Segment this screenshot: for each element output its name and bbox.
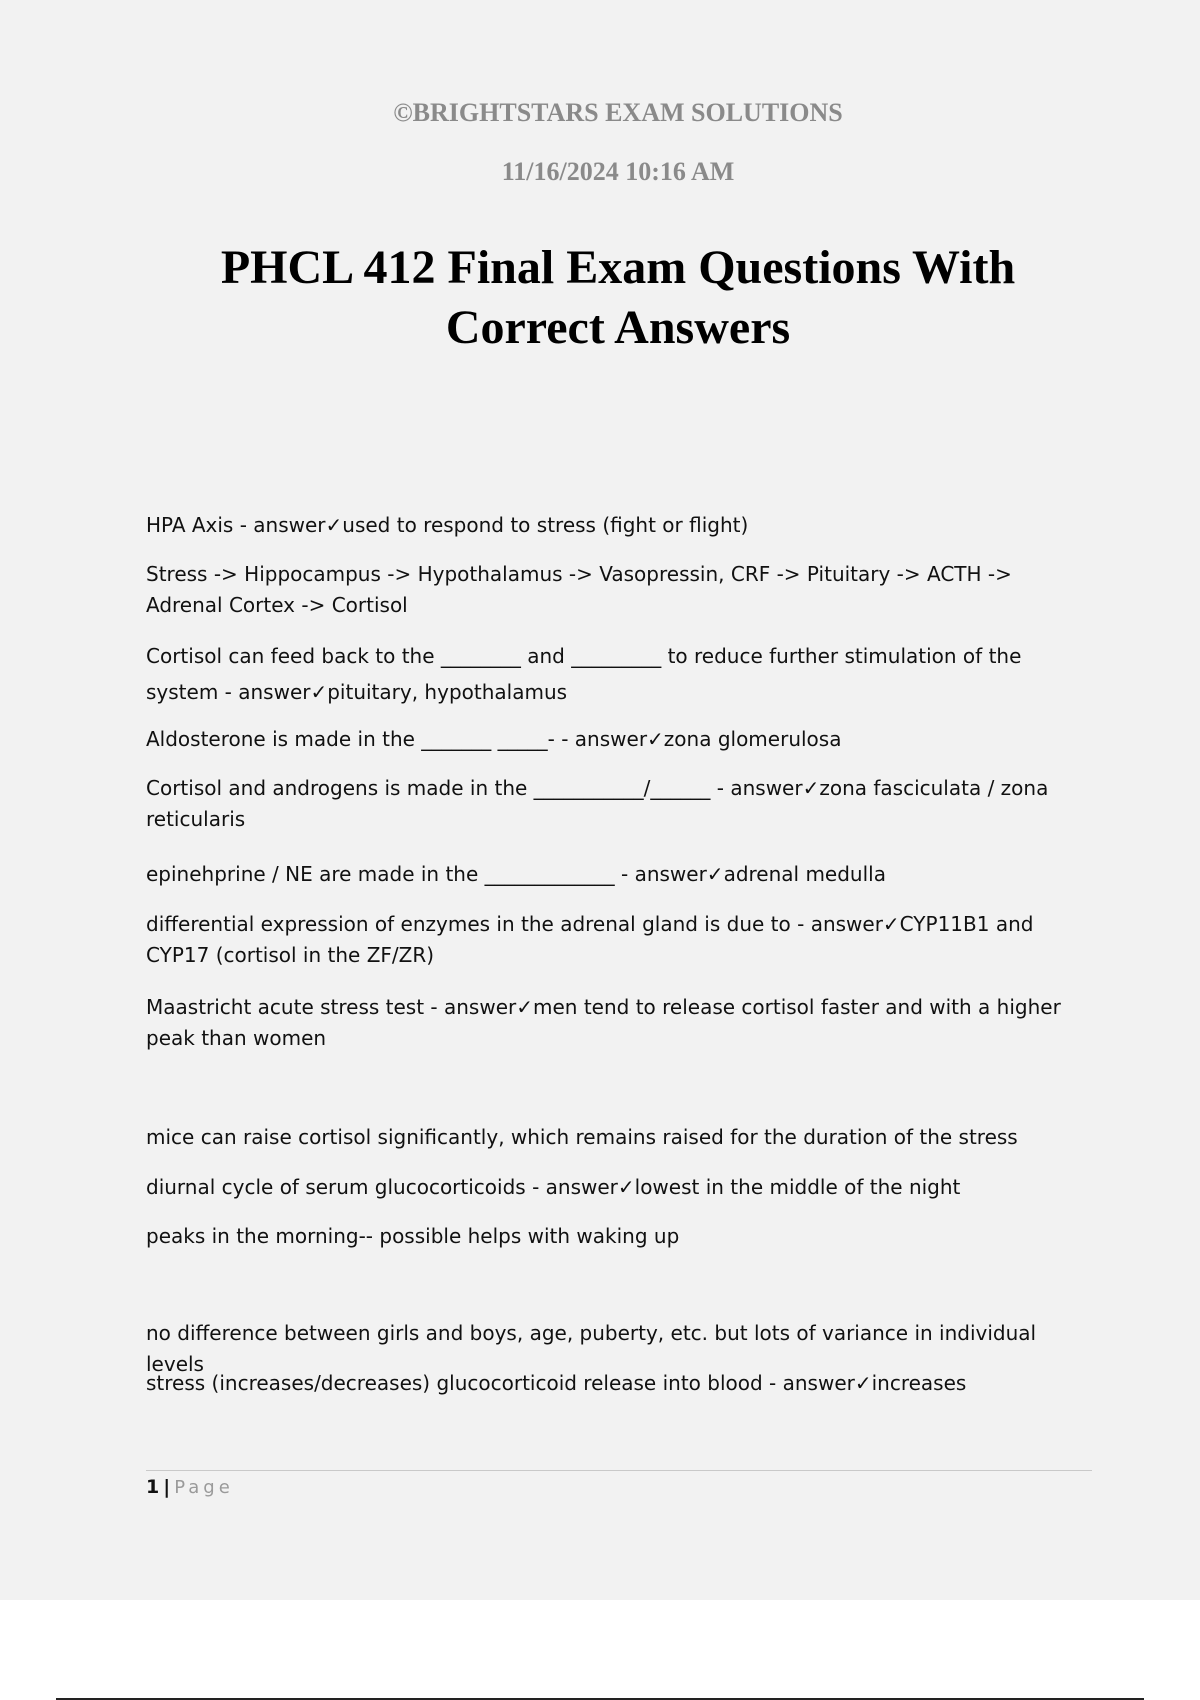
qa-item: no difference between girls and boys, age, puberty, etc. but lots of variance in individual levels [146, 1321, 1037, 1376]
qa-item: Aldosterone is made in the _______ _____- - answer✓zona glomerulosa [146, 727, 842, 751]
footer-divider [146, 1470, 1092, 1471]
qa-item: diurnal cycle of serum glucocorticoids - answer✓lowest in the middle of the night [146, 1175, 961, 1199]
qa-item: HPA Axis - answer✓used to respond to stress (fight or flight) [146, 513, 749, 537]
qa-item: Cortisol can feed back to the ________ and _________ to reduce further stimulation of the system - answer✓pituitary, hypothalamus [146, 644, 1022, 704]
watermark-text: ©BRIGHTSTARS EXAM SOLUTIONS [393, 98, 843, 127]
qa-item: Cortisol and androgens is made in the ___________/______ - answer✓zona fasciculata / zona reticularis [146, 776, 1049, 831]
qa-item: mice can raise cortisol significantly, which remains raised for the duration of the stress [146, 1125, 1018, 1149]
qa-item: peaks in the morning-- possible helps with waking up [146, 1224, 680, 1248]
title-line-2: Correct Answers [445, 301, 791, 354]
qa-item: Stress -> Hippocampus -> Hypothalamus -> Vasopressin, CRF -> Pituitary -> ACTH -> Adrenal Cortex -> Cortisol [146, 562, 1012, 617]
qa-item: epinehprine / NE are made in the _____________ - answer✓adrenal medulla [146, 862, 886, 886]
qa-item: stress (increases/decreases) glucocorticoid release into blood - answer✓increases [146, 1371, 967, 1395]
footer-separator: | [163, 1476, 171, 1498]
page-footer [146, 1476, 234, 1498]
qa-item: differential expression of enzymes in the adrenal gland is due to - answer✓CYP11B1 and CYP17 (cortisol in the ZF/ZR) [146, 912, 1034, 967]
title-line-1: PHCL 412 Final Exam Questions With [220, 241, 1016, 294]
qa-item: Maastricht acute stress test - answer✓men tend to release cortisol faster and with a higher peak than women [146, 995, 1061, 1050]
document-title [0, 238, 1200, 358]
page-number: 1 [146, 1476, 160, 1498]
page-label: Page [174, 1477, 234, 1498]
watermark-datetime: 11/16/2024 10:16 AM [501, 157, 735, 186]
